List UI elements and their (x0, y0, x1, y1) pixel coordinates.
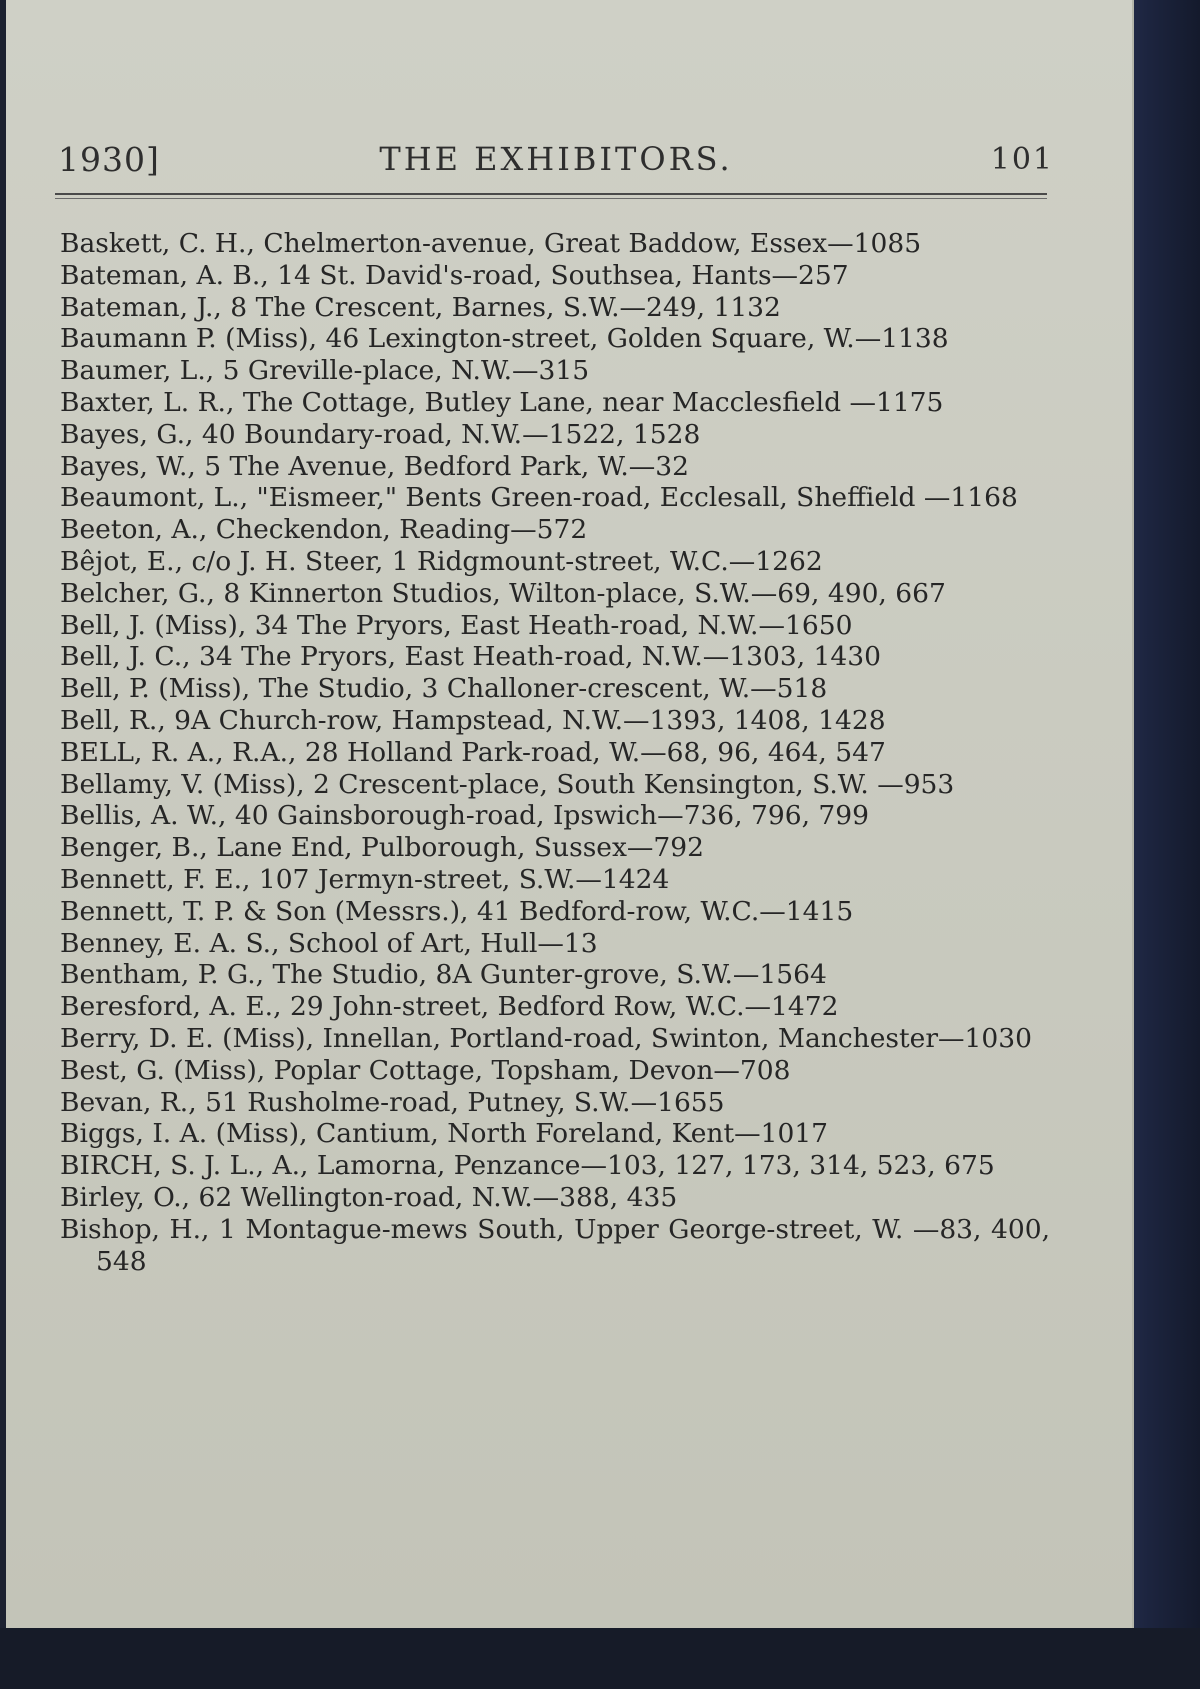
exhibitor-entry: Benney, E. A. S., School of Art, Hull—13 (60, 927, 598, 959)
exhibitor-entry: Bell, P. (Miss), The Studio, 3 Challoner-crescent, W.—518 (60, 673, 828, 705)
exhibitor-list (60, 228, 1050, 1277)
header-rule-thick (55, 193, 1047, 195)
exhibitor-entry: Bell, J. C., 34 The Pryors, East Heath-road, N.W.—1303, 1430 (60, 641, 881, 673)
exhibitor-entry: Bevan, R., 51 Rusholme-road, Putney, S.W.—1655 (60, 1086, 725, 1118)
exhibitor-entry: Beeton, A., Checkendon, Reading—572 (60, 514, 588, 546)
exhibitor-entry: Beresford, A. E., 29 John-street, Bedford Row, W.C.—1472 (60, 991, 839, 1023)
exhibitor-entry: Bellis, A. W., 40 Gainsborough-road, Ipswich—736, 796, 799 (60, 800, 870, 832)
exhibitor-entry: BELL, R. A., R.A., 28 Holland Park-road, W.—68, 96, 464, 547 (60, 736, 886, 768)
exhibitor-entry: Baumann P. (Miss), 46 Lexington-street, Golden Square, W.—1138 (60, 323, 949, 355)
header-year: 1930] (58, 140, 160, 179)
exhibitor-entry: Bellamy, V. (Miss), 2 Crescent-place, South Kensington, S.W. —953 (60, 768, 955, 800)
running-header (58, 140, 1054, 180)
exhibitor-entry: Belcher, G., 8 Kinnerton Studios, Wilton-place, S.W.—69, 490, 667 (60, 577, 946, 609)
exhibitor-entry: Bell, R., 9A Church-row, Hampstead, N.W.—1393, 1408, 1428 (60, 704, 886, 736)
exhibitor-entry: Bayes, G., 40 Boundary-road, N.W.—1522, 1528 (60, 418, 701, 450)
exhibitor-entry: Bateman, A. B., 14 St. David's-road, Southsea, Hants—257 (60, 259, 849, 291)
page-number: 101 (990, 142, 1054, 177)
exhibitor-entry: Beaumont, L., "Eismeer," Bents Green-road, Ecclesall, Sheffield —1168 (60, 482, 1018, 514)
book-cover-edge (0, 1628, 1200, 1689)
exhibitor-entry: Bennett, F. E., 107 Jermyn-street, S.W.—1424 (60, 863, 670, 895)
exhibitor-entry: Baxter, L. R., The Cottage, Butley Lane, near Macclesfield —1175 (60, 386, 944, 418)
exhibitor-entry: Best, G. (Miss), Poplar Cottage, Topsham, Devon—708 (60, 1054, 791, 1086)
exhibitor-entry: Biggs, I. A. (Miss), Cantium, North Foreland, Kent—1017 (60, 1118, 829, 1150)
exhibitor-entry: Berry, D. E. (Miss), Innellan, Portland-road, Swinton, Manchester—1030 (60, 1022, 1032, 1054)
exhibitor-entry: Baumer, L., 5 Greville-place, N.W.—315 (60, 355, 590, 387)
exhibitor-entry: Bishop, H., 1 Montague-mews South, Upper George-street, W. —83, 400, 548 (60, 1213, 1050, 1277)
exhibitor-entry: Bentham, P. G., The Studio, 8A Gunter-grove, S.W.—1564 (60, 959, 827, 991)
exhibitor-entry: Baskett, C. H., Chelmerton-avenue, Great Baddow, Essex—1085 (60, 228, 922, 259)
exhibitor-entry: Birley, O., 62 Wellington-road, N.W.—388, 435 (60, 1181, 678, 1213)
exhibitor-entry: Bell, J. (Miss), 34 The Pryors, East Heath-road, N.W.—1650 (60, 609, 853, 641)
exhibitor-entry: Bêjot, E., c/o J. H. Steer, 1 Ridgmount-street, W.C.—1262 (60, 545, 823, 577)
exhibitor-entry: Bayes, W., 5 The Avenue, Bedford Park, W.—32 (60, 450, 689, 482)
header-rule-thin (55, 198, 1047, 199)
exhibitor-entry: Benger, B., Lane End, Pulborough, Sussex—792 (60, 832, 704, 864)
exhibitor-entry: Bennett, T. P. & Son (Messrs.), 41 Bedford-row, W.C.—1415 (60, 895, 854, 927)
page-title: THE EXHIBITORS. (379, 140, 733, 178)
exhibitor-entry: Bateman, J., 8 The Crescent, Barnes, S.W.—249, 1132 (60, 291, 781, 323)
exhibitor-entry: BIRCH, S. J. L., A., Lamorna, Penzance—103, 127, 173, 314, 523, 675 (60, 1150, 995, 1182)
